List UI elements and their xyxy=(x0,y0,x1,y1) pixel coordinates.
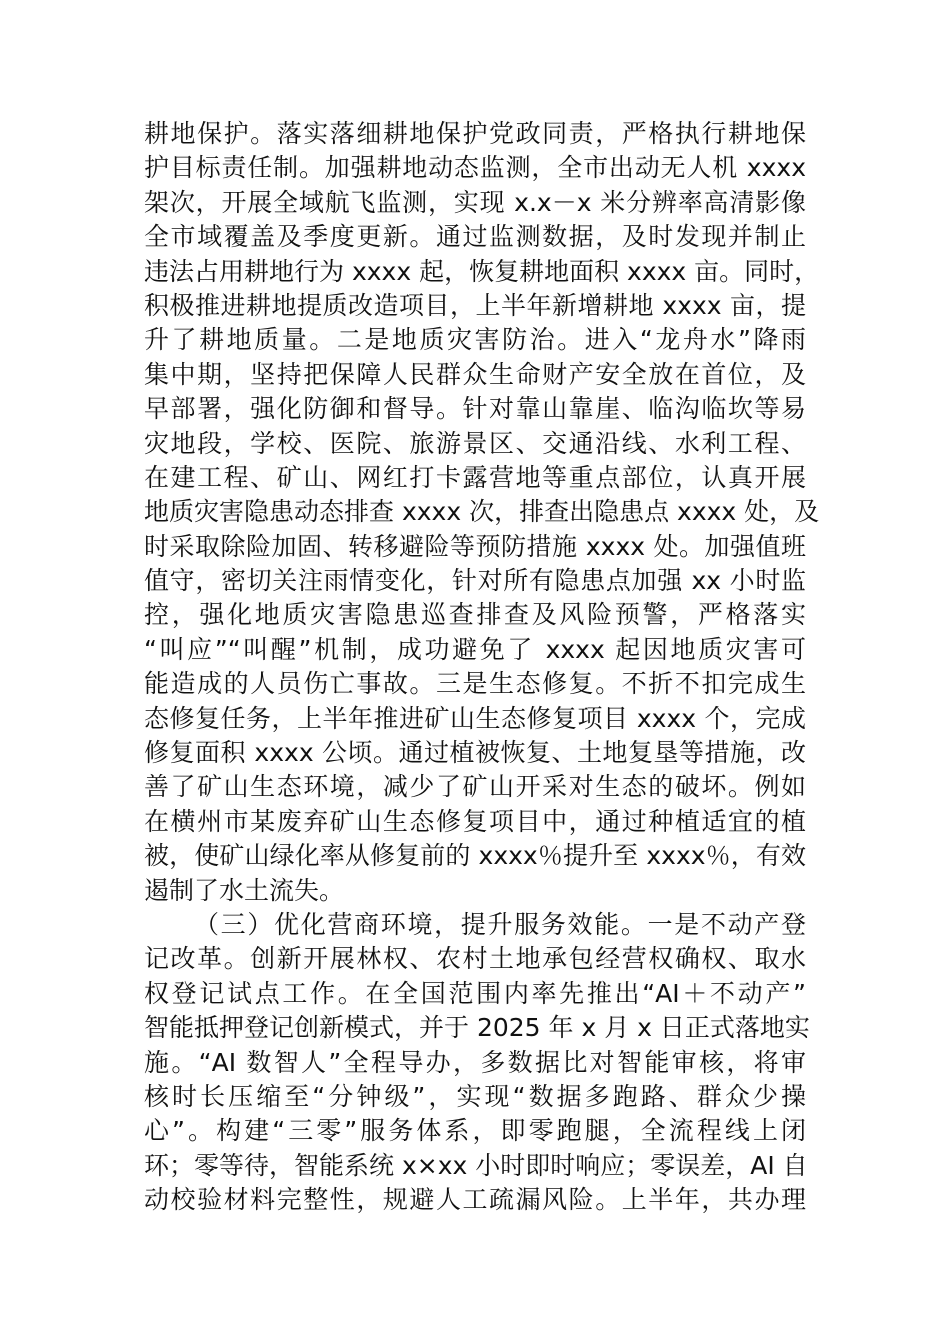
text-line: 善了矿山生态环境，减少了矿山开采对生态的破坏。例如 xyxy=(144,772,806,802)
text-line: 架次，开展全域航飞监测，实现 x.x－x 米分辨率高清影像 xyxy=(144,187,806,217)
text-line: 早部署，强化防御和督导。针对靠山靠崖、临沟临坎等易 xyxy=(144,394,806,424)
text-line: 护目标责任制。加强耕地动态监测，全市出动无人机 xxxx xyxy=(144,153,806,183)
paragraph-end-line: 遏制了水土流失。 xyxy=(144,875,345,905)
text-line: 记改革。创新开展林权、农村土地承包经营权确权、取水 xyxy=(144,944,806,974)
text-line: 灾地段，学校、医院、旅游景区、交通沿线、水利工程、 xyxy=(144,428,806,458)
text-line: 升了耕地质量。二是地质灾害防治。进入“龙舟水”降雨 xyxy=(144,325,806,355)
text-line: 集中期，坚持把保障人民群众生命财产安全放在首位，及 xyxy=(144,359,806,389)
text-line: 值守，密切关注雨情变化，针对所有隐患点加强 xx 小时监 xyxy=(144,566,806,596)
text-line: 控，强化地质灾害隐患巡查排查及风险预警，严格落实 xyxy=(144,600,806,630)
text-line: 全市域覆盖及季度更新。通过监测数据，及时发现并制止 xyxy=(144,222,806,252)
text-line: 环；零等待，智能系统 x×xx 小时即时响应；零误差，AI 自 xyxy=(144,1150,808,1180)
text-line: 能造成的人员伤亡事故。三是生态修复。不折不扣完成生 xyxy=(144,669,806,699)
text-line: 积极推进耕地提质改造项目，上半年新增耕地 xxxx 亩，提 xyxy=(144,290,806,320)
text-line: 态修复任务，上半年推进矿山生态修复项目 xxxx 个，完成 xyxy=(144,703,806,733)
text-line: 在横州市某废弃矿山生态修复项目中，通过种植适宜的植 xyxy=(144,806,806,836)
text-line: 地质灾害隐患动态排查 xxxx 次，排查出隐患点 xxxx 处，及 xyxy=(144,497,820,527)
text-line: 智能抵押登记创新模式，并于 2025 年 x 月 x 日正式落地实 xyxy=(144,1013,810,1043)
section-heading-line: （三）优化营商环境，提升服务效能。一是不动产登 xyxy=(194,909,806,939)
text-line: 耕地保护。落实落细耕地保护党政同责，严格执行耕地保 xyxy=(144,119,806,148)
text-line: “叫应”“叫醒”机制，成功避免了 xxxx 起因地质灾害可 xyxy=(144,634,806,664)
text-line: 修复面积 xxxx 公顷。通过植被恢复、土地复垦等措施，改 xyxy=(144,738,806,768)
text-line: 时采取除险加固、转移避险等预防措施 xxxx 处。加强值班 xyxy=(144,531,806,561)
text-line: 施。“AI 数智人”全程导办，多数据比对智能审核，将审 xyxy=(144,1047,806,1077)
text-line: 在建工程、矿山、网红打卡露营地等重点部位，认真开展 xyxy=(144,462,806,492)
text-line: 心”。构建“三零”服务体系，即零跑腿，全流程线上闭 xyxy=(144,1116,806,1146)
text-line: 核时长压缩至“分钟级”，实现“数据多跑路、群众少操 xyxy=(144,1081,806,1111)
body-text xyxy=(144,117,820,1218)
text-line: 动校验材料完整性，规避人工疏漏风险。上半年，共办理 xyxy=(144,1185,806,1215)
text-line: 权登记试点工作。在全国范围内率先推出“AI＋不动产” xyxy=(144,978,806,1008)
text-line: 被，使矿山绿化率从修复前的 xxxx％提升至 xxxx％，有效 xyxy=(144,841,806,871)
text-line: 违法占用耕地行为 xxxx 起，恢复耕地面积 xxxx 亩。同时， xyxy=(144,256,820,286)
